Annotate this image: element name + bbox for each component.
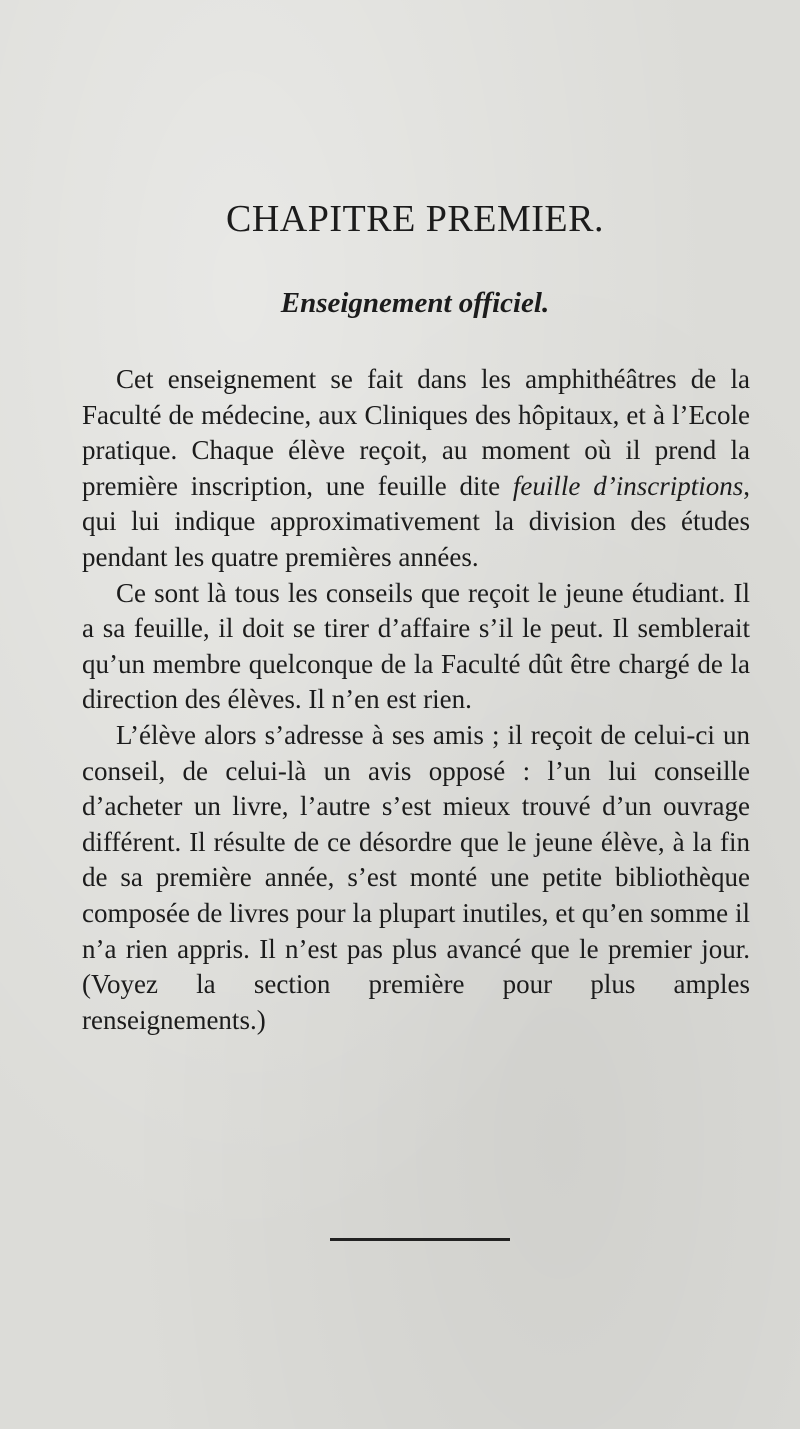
chapter-title: CHAPITRE PREMIER. [226,198,604,240]
body-text [82,362,750,1038]
section-title: Enseignement officiel. [280,287,550,319]
paragraph-1-text-end: , qui lui indique approximativement la division des études pendant les quatre premières années. [82,470,750,572]
paragraph-3: L’élève alors s’adresse à ses amis ; il reçoit de celui-ci un conseil, de celui-là un avis opposé : l’un lui conseille d’acheter un livre, l’autre s’est mieux trouvé d’un ouvrage différent. Il résulte de ce désordre que le jeune élève, à la fin de sa première année, s’est monté une petite bibliothèque composée de livres pour la plupart inutiles, et qu’en somme il n’a rien appris. Il n’est pas plus avancé que le premier jour. (Voyez la section première pour plus amples renseignements.) [82,719,750,1035]
paragraph-1 [82,362,750,576]
paragraph-2: Ce sont là tous les conseils que reçoit le jeune étudiant. Il a sa feuille, il doit se tirer d’affaire s’il le peut. Il semblerait qu’un membre quelconque de la Faculté dût être chargé de la direction des élèves. Il n’en est rien. [82,577,750,715]
end-rule [330,1238,510,1241]
paragraph-1-text-start: Cet enseignement se fait dans les amphithéâtres de la Faculté de médecine, aux Cliniques des hôpitaux, et à l’Ecole pratique. Chaque élève reçoit, au moment où il prend la première inscription, une feuille dite [82,364,750,501]
paragraph-1-italic-term: feuille d’inscriptions [512,470,744,501]
